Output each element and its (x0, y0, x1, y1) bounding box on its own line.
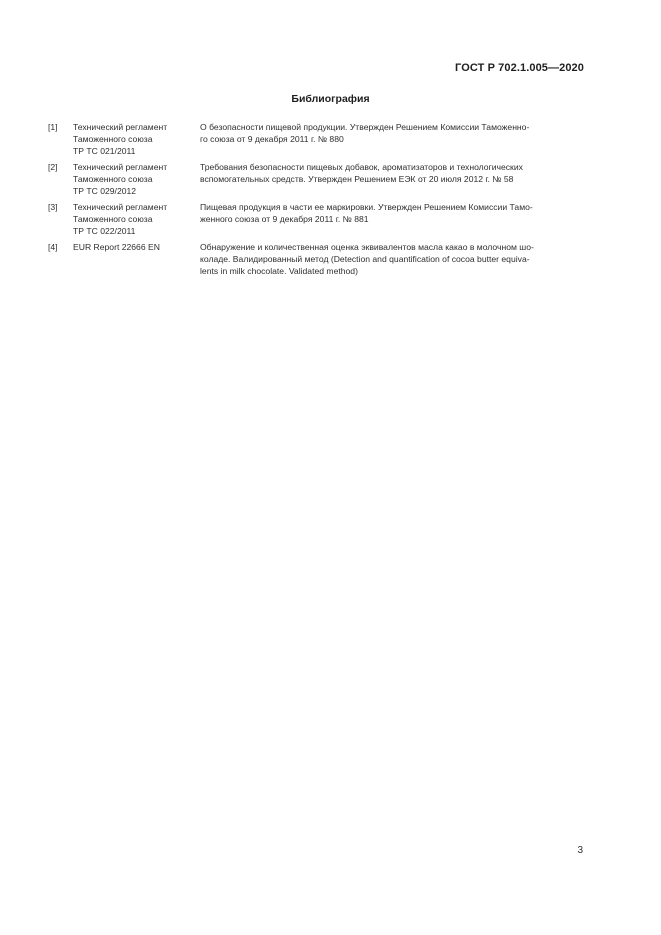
entry-source-line: Технический регламент (73, 202, 168, 212)
bibliography-entry-1 (48, 121, 584, 157)
entry-description-line: женного союза от 9 декабря 2011 г. № 881 (200, 214, 369, 224)
entry-description-line: Требования безопасности пищевых добавок, ароматизаторов и технологических (200, 162, 523, 172)
entry-number: [2] (48, 162, 58, 172)
entry-source (73, 121, 200, 157)
entry-description (200, 161, 584, 197)
bibliography-list (48, 121, 584, 281)
entry-description-line: Пищевая продукция в части ее маркировки. Утвержден Решением Комиссии Тамо- (200, 202, 533, 212)
entry-description-line: го союза от 9 декабря 2011 г. № 880 (200, 134, 344, 144)
entry-source-line: Технический регламент (73, 162, 168, 172)
entry-source-line: EUR Report 22666 EN (73, 242, 160, 252)
bibliography-entry-3 (48, 201, 584, 237)
entry-description (200, 201, 584, 237)
entry-description-line: коладе. Валидированный метод (Detection and quantification of cocoa butter equiva- (200, 254, 530, 264)
bibliography-entry-4 (48, 241, 584, 277)
entry-description (200, 241, 584, 277)
entry-number: [1] (48, 122, 58, 132)
entry-source-line: Технический регламент (73, 122, 168, 132)
entry-source (73, 201, 200, 237)
entry-source (73, 161, 200, 197)
bibliography-entry-2 (48, 161, 584, 197)
page-title: Библиография (291, 93, 370, 105)
entry-source-line: ТР ТС 029/2012 (73, 186, 137, 196)
entry-description-line: lents in milk chocolate. Validated method) (200, 266, 358, 276)
entry-number: [3] (48, 202, 58, 212)
entry-source-line: ТР ТС 022/2011 (73, 226, 136, 236)
entry-source-line: Таможенного союза (73, 214, 153, 224)
entry-description (200, 121, 584, 157)
entry-description-line: вспомогательных средств. Утвержден Решением ЕЭК от 20 июля 2012 г. № 58 (200, 174, 514, 184)
entry-source-line: Таможенного союза (73, 174, 153, 184)
entry-source-line: ТР ТС 021/2011 (73, 146, 136, 156)
entry-description-line: Обнаружение и количественная оценка эквивалентов масла какао в молочном шо- (200, 242, 534, 252)
entry-number: [4] (48, 242, 58, 252)
entry-source-line: Таможенного союза (73, 134, 153, 144)
page-number: 3 (577, 845, 583, 856)
document-code: ГОСТ Р 702.1.005—2020 (455, 62, 584, 74)
entry-source (73, 241, 200, 277)
entry-description-line: О безопасности пищевой продукции. Утвержден Решением Комиссии Таможенно- (200, 122, 530, 132)
